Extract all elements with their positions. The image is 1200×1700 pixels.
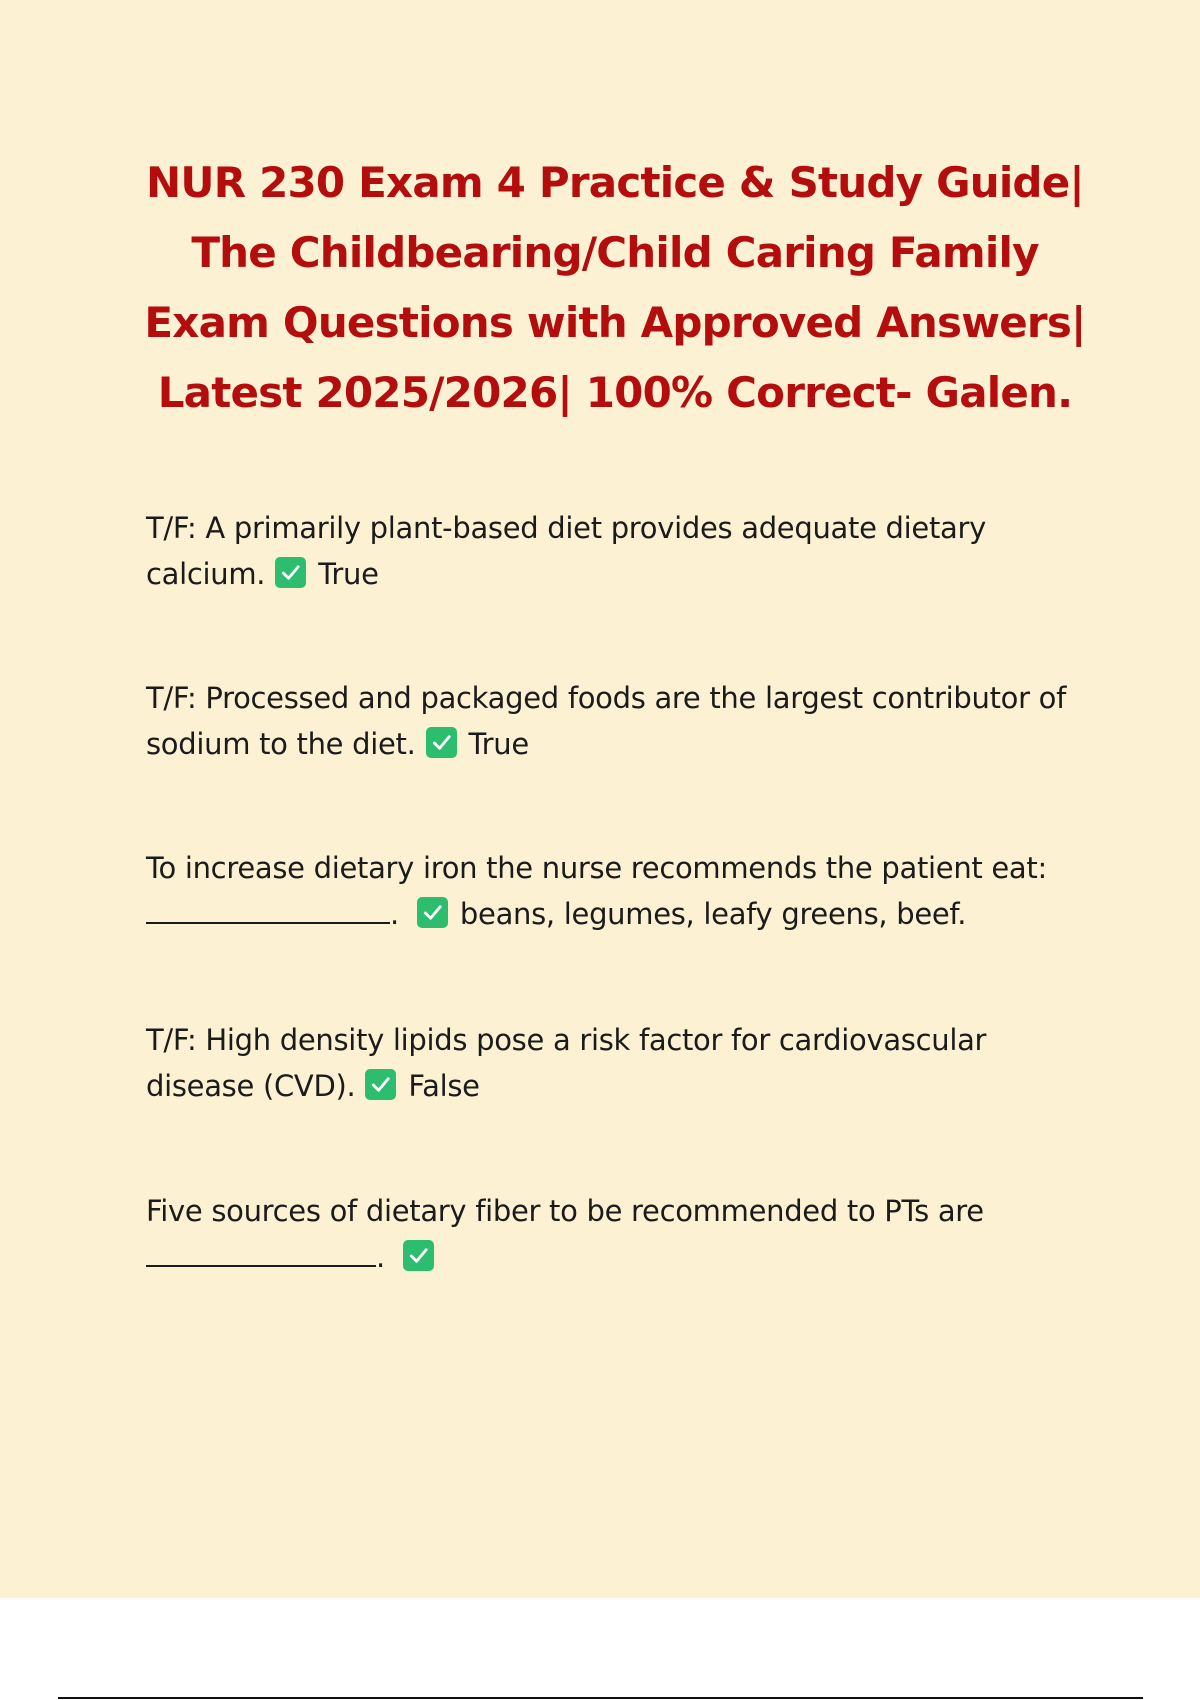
footer-divider: [58, 1697, 1143, 1699]
title-line: Exam Questions with Approved Answers|: [144, 298, 1086, 347]
question-text: Five sources of dietary fiber to be recommended to PTs are: [146, 1194, 984, 1228]
question-text: T/F: Processed and packaged foods are the largest contributor of: [146, 681, 1066, 715]
question-text-continued: [146, 1063, 1086, 1109]
question-item: [146, 675, 1086, 767]
check-mark-icon: [417, 897, 448, 928]
question-item: [146, 845, 1086, 937]
question-text-end: sodium to the diet.: [146, 727, 416, 761]
question-text-end: disease (CVD).: [146, 1069, 356, 1103]
question-text: T/F: High density lipids pose a risk factor for cardiovascular: [146, 1023, 987, 1057]
question-text-continued: [146, 1234, 1086, 1280]
title-line: Latest 2025/2026| 100% Correct- Galen.: [157, 368, 1073, 417]
question-text-continued: [146, 721, 1086, 767]
answer-blank: [146, 1239, 376, 1267]
question-text-end: .: [390, 897, 399, 931]
title-line: The Childbearing/Child Caring Family: [191, 228, 1039, 277]
question-text-end: .: [376, 1240, 385, 1274]
answer-text: True: [468, 727, 529, 761]
check-mark-icon: [426, 727, 457, 758]
answer-text: beans, legumes, leafy greens, beef.: [459, 897, 967, 931]
question-item: [146, 1017, 1086, 1109]
check-mark-icon: [403, 1240, 434, 1271]
title-line: NUR 230 Exam 4 Practice & Study Guide|: [146, 158, 1084, 207]
question-text-continued: [146, 551, 1086, 597]
question-text-end: calcium.: [146, 557, 266, 591]
question-item: [146, 1188, 1086, 1280]
document-title: [120, 148, 1110, 428]
question-text: To increase dietary iron the nurse recommends the patient eat:: [146, 851, 1047, 885]
answer-text: False: [408, 1069, 480, 1103]
check-mark-icon: [365, 1069, 396, 1100]
question-text: T/F: A primarily plant-based diet provides adequate dietary: [146, 511, 986, 545]
check-mark-icon: [275, 557, 306, 588]
answer-blank: [146, 896, 390, 924]
question-text-continued: [146, 891, 1086, 937]
answer-text: True: [318, 557, 379, 591]
question-item: [146, 505, 1086, 597]
